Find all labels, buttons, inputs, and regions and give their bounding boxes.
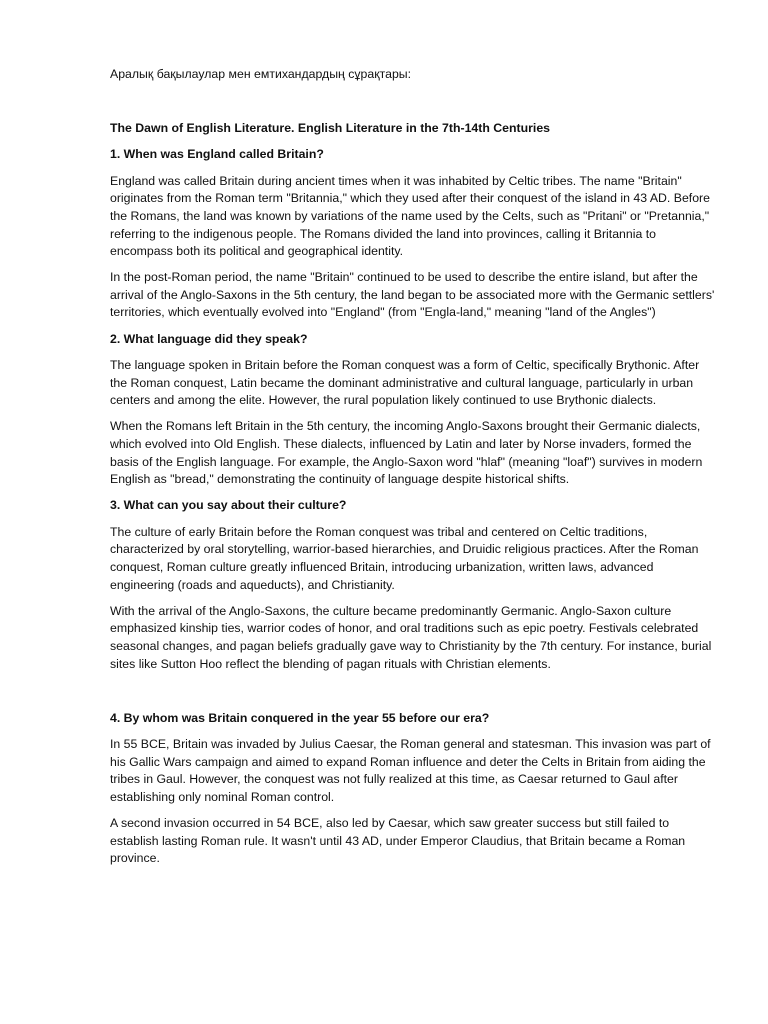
question-2-heading: 2. What language did they speak? xyxy=(110,331,308,346)
blank-line xyxy=(110,682,716,710)
answer-4-paragraph-2: A second invasion occurred in 54 BCE, also led by Caesar, which saw greater success but still failed to establish lasting Roman rule. It wasn't until 43 AD, under Emperor Claudius, that Britain became a Roman province. xyxy=(110,816,686,866)
intro-line: Аралық бақылаулар мен емтихандардың сұрақтары: xyxy=(110,67,412,81)
answer-2-paragraph-1: The language spoken in Britain before the Roman conquest was a form of Celtic, specifically Brythonic. After the Roman conquest, Latin became the dominant administrative and cultural language, particularly in urban centers and among the elite. However, the rural population likely continued to use Brythonic dialects. xyxy=(110,358,700,408)
answer-3-paragraph-2: With the arrival of the Anglo-Saxons, the culture became predominantly Germanic. Anglo-Saxon culture emphasized kinship ties, warrior codes of honor, and oral traditions such as epic poetry. Festivals celebrated seasonal changes, and pagan beliefs gradually gave way to Christianity by the 7th century. For instance, burial sites like Sutton Hoo reflect the blending of pagan rituals with Christian elements. xyxy=(110,603,712,671)
answer-1-paragraph-1: England was called Britain during ancient times when it was inhabited by Celtic tribes. The name "Britain" originates from the Roman term "Britannia," which they used after their conquest of the island in 43 AD. Before the Romans, the land was known by variations of the name used by the Celts, such as "Pritani" or "Pretannia," referring to the indigenous people. The Romans divided the land into provinces, calling it Britannia to encompass both its political and geographical identity. xyxy=(110,173,710,259)
answer-3-paragraph-1: The culture of early Britain before the Roman conquest was tribal and centered on Celtic traditions, characterized by oral storytelling, warrior-based hierarchies, and Druidic religious practices. After the Roman conquest, Roman culture greatly influenced Britain, introducing urbanization, written laws, advanced engineering (roads and aqueducts), and Christianity. xyxy=(110,524,699,592)
question-1-heading: 1. When was England called Britain? xyxy=(110,147,324,162)
question-4-heading: 4. By whom was Britain conquered in the year 55 before our era? xyxy=(110,710,490,725)
question-3-heading: 3. What can you say about their culture? xyxy=(110,498,347,513)
document-page xyxy=(110,66,716,876)
answer-2-paragraph-2: When the Romans left Britain in the 5th century, the incoming Anglo-Saxons brought their Germanic dialects, which evolved into Old English. These dialects, influenced by Latin and later by Norse invaders, formed the basis of the English language. For example, the Anglo-Saxon word "hlaf" (meaning "loaf") survives in modern English as "bread," demonstrating the continuity of language despite historical shifts. xyxy=(110,419,703,487)
document-title: The Dawn of English Literature. English Literature in the 7th-14th Centuries xyxy=(110,120,551,135)
answer-1-paragraph-2: In the post-Roman period, the name "Britain" continued to be used to describe the entire island, but after the arrival of the Anglo-Saxons in the 5th century, the land began to be associated more with the Germanic settlers' territories, which eventually evolved into "England" (from "Engla-land," meaning "land of the Angles") xyxy=(110,270,715,320)
answer-4-paragraph-1: In 55 BCE, Britain was invaded by Julius Caesar, the Roman general and statesman. This invasion was part of his Gallic Wars campaign and aimed to expand Roman influence and deter the Celts in Britain from aiding the tribes in Gaul. However, the conquest was not fully realized at this time, as Caesar returned to Gaul after establishing only nominal Roman control. xyxy=(110,737,711,804)
